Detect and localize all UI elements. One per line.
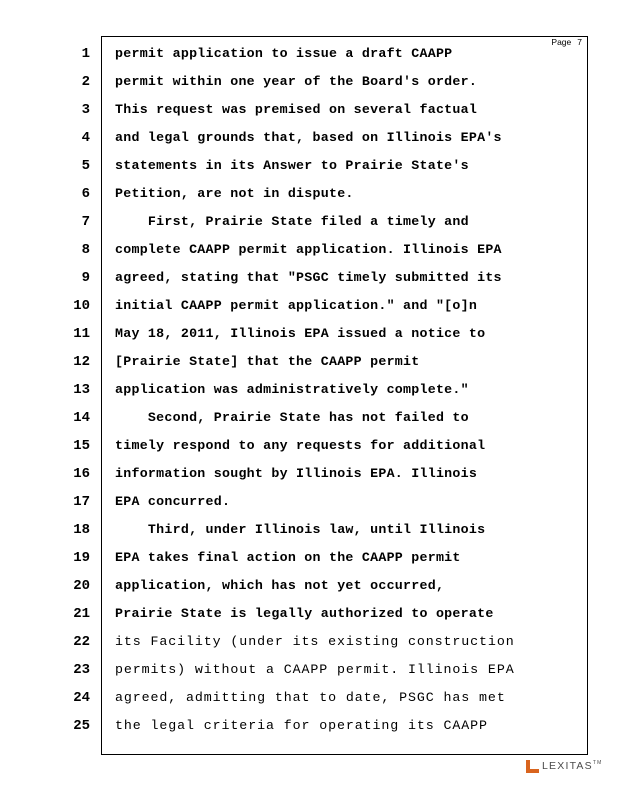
line-number: 14 bbox=[73, 410, 90, 426]
transcript-line: statements in its Answer to Prairie State's bbox=[115, 158, 469, 173]
line-number: 4 bbox=[81, 130, 90, 146]
transcript-line: First, Prairie State filed a timely and bbox=[115, 214, 469, 229]
lexitas-logo-text: LEXITAS™ bbox=[542, 760, 603, 772]
line-number: 1 bbox=[81, 46, 90, 62]
transcript-line: application, which has not yet occurred, bbox=[115, 578, 445, 593]
line-number: 18 bbox=[73, 522, 90, 538]
transcript-line: agreed, stating that "PSGC timely submitted its bbox=[115, 270, 502, 285]
transcript-line: [Prairie State] that the CAAPP permit bbox=[115, 354, 420, 369]
line-number: 23 bbox=[73, 662, 90, 678]
transcript-line: and legal grounds that, based on Illinois EPA's bbox=[115, 130, 502, 145]
transcript-line: the legal criteria for operating its CAAPP bbox=[115, 718, 488, 733]
transcript-line: permit application to issue a draft CAAPP bbox=[115, 46, 453, 61]
line-number: 10 bbox=[73, 298, 90, 314]
transcript-line: EPA takes final action on the CAAPP permit bbox=[115, 550, 461, 565]
line-number: 21 bbox=[73, 606, 90, 622]
lexitas-logo-mark bbox=[526, 760, 539, 773]
transcript-line: its Facility (under its existing construction bbox=[115, 634, 515, 649]
line-number: 16 bbox=[73, 466, 90, 482]
line-number: 15 bbox=[73, 438, 90, 454]
transcript-line: EPA concurred. bbox=[115, 494, 231, 509]
line-number: 13 bbox=[73, 382, 90, 398]
line-number: 3 bbox=[81, 102, 90, 118]
transcript-line: May 18, 2011, Illinois EPA issued a notice to bbox=[115, 326, 486, 341]
line-number: 19 bbox=[73, 550, 90, 566]
transcript-line: Prairie State is legally authorized to operate bbox=[115, 606, 494, 621]
line-number: 24 bbox=[73, 690, 90, 706]
transcript-line: application was administratively complete." bbox=[115, 382, 469, 397]
page-number: 7 bbox=[577, 37, 582, 47]
line-number: 25 bbox=[73, 718, 90, 734]
transcript-line: information sought by Illinois EPA. Illinois bbox=[115, 466, 478, 481]
transcript-line: complete CAAPP permit application. Illinois EPA bbox=[115, 242, 502, 257]
lexitas-logo bbox=[526, 757, 602, 775]
transcript-line: permit within one year of the Board's order. bbox=[115, 74, 478, 89]
transcript-line: Petition, are not in dispute. bbox=[115, 186, 354, 201]
transcript-line: permits) without a CAAPP permit. Illinois EPA bbox=[115, 662, 515, 677]
line-number: 9 bbox=[81, 270, 90, 286]
line-number: 22 bbox=[73, 634, 90, 650]
transcript-line: timely respond to any requests for additional bbox=[115, 438, 486, 453]
line-number: 12 bbox=[73, 354, 90, 370]
transcript-line: initial CAAPP permit application." and "[o]n bbox=[115, 298, 478, 313]
line-number: 20 bbox=[73, 578, 90, 594]
line-number: 2 bbox=[81, 74, 90, 90]
line-number: 17 bbox=[73, 494, 90, 510]
transcript-line: This request was premised on several factual bbox=[115, 102, 478, 117]
line-number: 7 bbox=[81, 214, 90, 230]
transcript-line: Third, under Illinois law, until Illinois bbox=[115, 522, 486, 537]
transcript-line: Second, Prairie State has not failed to bbox=[115, 410, 469, 425]
line-number: 8 bbox=[81, 242, 90, 258]
line-number: 11 bbox=[73, 326, 90, 342]
transcript-line: agreed, admitting that to date, PSGC has met bbox=[115, 690, 506, 705]
page-word: Page bbox=[551, 37, 572, 47]
line-number: 6 bbox=[81, 186, 90, 202]
line-number: 5 bbox=[81, 158, 90, 174]
